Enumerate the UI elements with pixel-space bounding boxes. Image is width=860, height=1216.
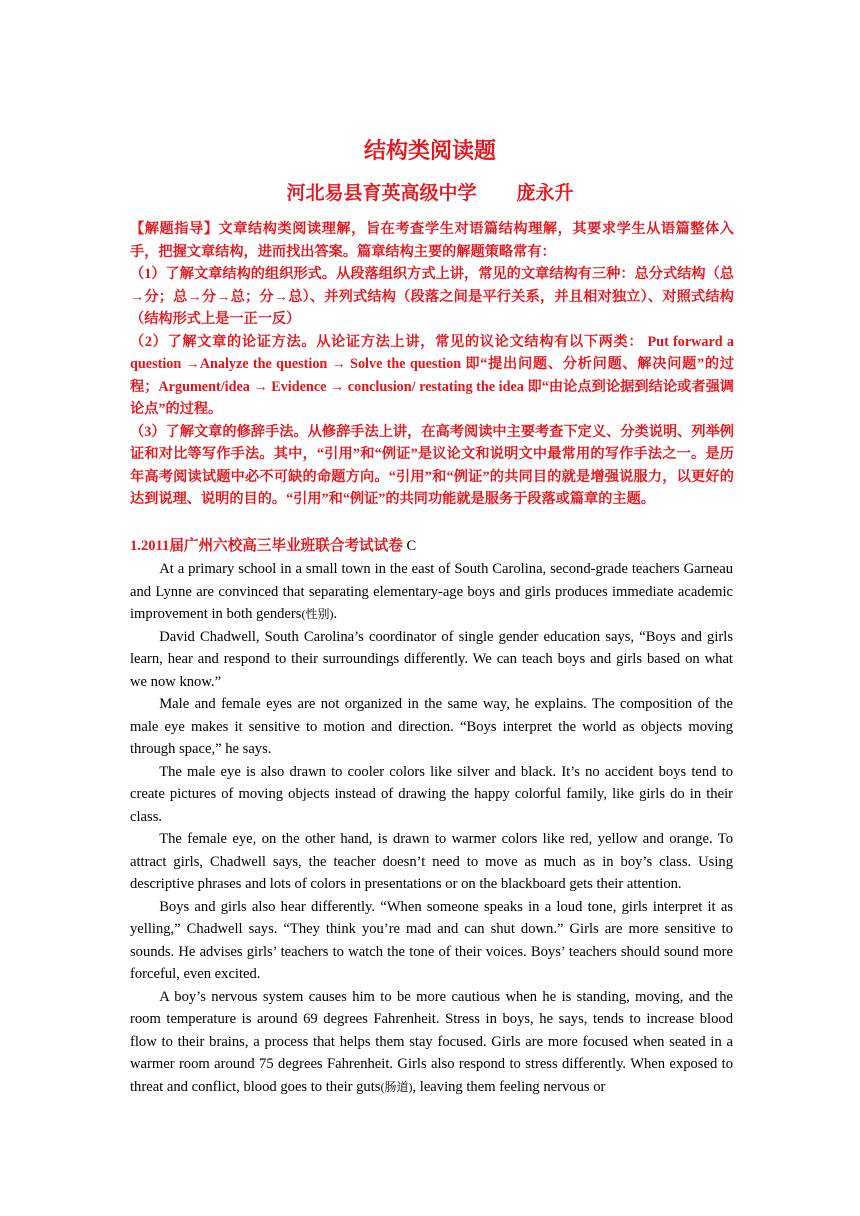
passage-paragraph-6: Boys and girls also hear differently. “When someone speaks in a loud tone, girls interpret it as yelling,” Chadwell says. “They think you’re mad and can shut down.” Girls are more sensitive to sounds. He advises girls’ teachers to watch the tone of their voices. Boys’ teachers should sound more forceful, even excited. <box>130 898 733 982</box>
document-subtitle <box>0 180 860 208</box>
gloss-annotation: (肠道) <box>380 1079 413 1094</box>
paragraph-text: A boy’s nervous system causes him to be more cautious when he is standing, moving, and the room temperature is around 69 degrees Fahrenheit. Stress in boys, he says, tends to increase blood flow to their brains, a process that helps them stay focused. Girls are more focused when seated in a warmer room around 75 degrees Fahrenheit. Girls also respond to stress differently. When exposed to threat and conflict, blood goes to their guts <box>130 988 733 1095</box>
document-title: 结构类阅读题 <box>363 138 496 163</box>
guide-intro: 【解题指导】文章结构类阅读理解，旨在考查学生对语篇结构理解，其要求学生从语篇整体入手，把握文章结构，进而找出答案。篇章结构主要的解题策略常有： <box>130 221 734 260</box>
question-letter: C <box>406 538 417 554</box>
school-name: 河北易县育英高级中学 <box>286 183 477 204</box>
paragraph-text: At a primary school in a small town in the east of South Carolina, second-grade teachers Garneau and Lynne are convinced that separating elementary-age boys and girls produces immediate academic improvement in both genders <box>130 561 733 622</box>
guide-point-2: （2）了解文章的论证方法。从论证方法上讲，常见的议论文结构有以下两类： Put forward a question →Analyze the question → Solve the question 即“提出问题、分析问题、解决问题”的过程；Argument/idea → Evidence → conclusion/ restating the idea 即“由论点到论据到结论或者强调论点”的过程。 <box>130 333 734 417</box>
passage-paragraph-4: The male eye is also drawn to cooler colors like silver and black. It’s no accident boys tend to create pictures of moving objects instead of drawing the happy colorful family, like girls do in their class. <box>130 763 733 825</box>
passage-paragraph-3: Male and female eyes are not organized in the same way, he explains. The composition of the male eye makes it sensitive to motion and direction. “Boys interpret the world as objects moving through space,” he says. <box>130 696 733 757</box>
guide-point-1: （1）了解文章结构的组织形式。从段落组织方式上讲，常见的文章结构有三种：总分式结构（总→分；总→分→总；分→总）、并列式结构（段落之间是平行关系，并且相对独立）、对照式结构（结构形式上是一正一反） <box>130 266 734 327</box>
question-source: 2011届广州六校高三毕业班联合考试试卷 <box>140 538 403 554</box>
gloss-annotation: (性别) <box>301 607 334 621</box>
paragraph-text-end: , leaving them feeling nervous or <box>412 1078 606 1095</box>
author-name: 庞永升 <box>516 183 574 204</box>
question-heading <box>130 535 734 558</box>
passage-paragraph-7 <box>130 986 733 1099</box>
passage-paragraph-1 <box>130 558 733 626</box>
passage-paragraph-5: The female eye, on the other hand, is drawn to warmer colors like red, yellow and orange. To attract girls, Chadwell says, the teacher doesn’t need to move as much as in boy’s class. Using descriptive phrases and lots of colors in presentations or on the blackboard gets their attention. <box>130 831 733 892</box>
guide-point-3: （3）了解文章的修辞手法。从修辞手法上讲，在高考阅读中主要考查下定义、分类说明、列举例证和对比等写作手法。其中，“引用”和“例证”是议论文和说明文中最常用的写作手法之一。是历年高考阅读试题中必不可缺的命题方向。“引用”和“例证”的共同目的就是增强说服力，以更好的达到说理、说明的目的。“引用”和“例证”的共同功能就是服务于段落或篇章的主题。 <box>130 423 734 507</box>
passage-paragraph-2: David Chadwell, South Carolina’s coordinator of single gender education says, “Boys and girls learn, hear and respond to their surroundings differently. We can teach boys and girls based on what we now know.” <box>130 628 733 690</box>
paragraph-text-end: . <box>333 606 338 622</box>
question-number: 1. <box>130 538 141 554</box>
solving-guide <box>130 218 734 511</box>
reading-passage <box>130 558 733 1098</box>
